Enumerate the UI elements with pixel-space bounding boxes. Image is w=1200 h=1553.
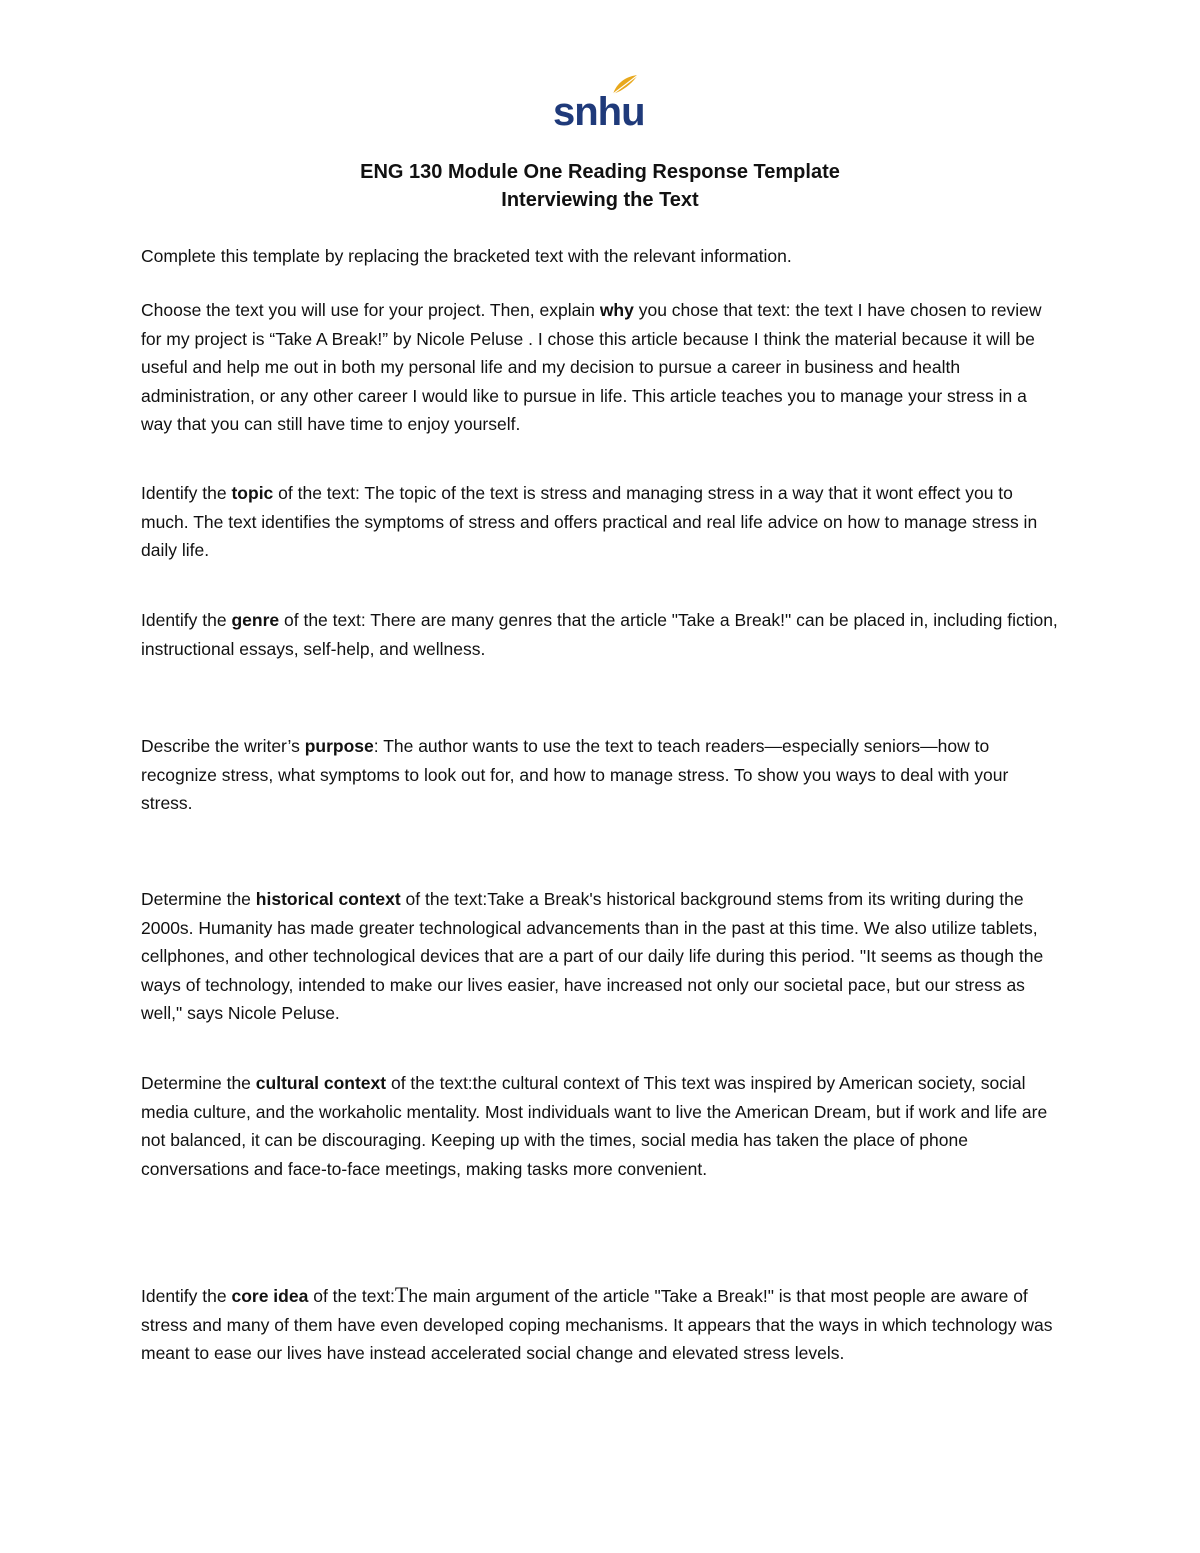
purpose-prompt: Describe the writer’s — [141, 736, 305, 756]
genre-prompt: Identify the — [141, 610, 232, 630]
purpose-answer: The author wants to use the text to teach readers—especially seniors—how to recognize stress, what symptoms to look out for, and how to manage stress. To show you ways to deal with your stress. — [141, 736, 1009, 813]
choose-answer: the text I have chosen to review for my project is “Take A Break!” by Nicole Peluse . I chose this article because I think the material because it will be useful and help me out in both my personal life and my decision to pursue a career in business and health administration, or any other career I would like to pursue in life. This article teaches you to manage your stress in a way that you can still have time to enjoy yourself. — [141, 300, 1042, 434]
genre-keyword: genre — [231, 610, 280, 630]
topic-answer: The topic of the text is stress and managing stress in a way that it wont effect you to much. The text identifies the symptoms of stress and offers practical and real life advice on how to manage stress in daily life. — [141, 483, 1038, 560]
title-line-2: Interviewing the Text — [501, 189, 699, 211]
cultural-keyword: cultural context — [255, 1073, 387, 1093]
section-choose — [141, 296, 1061, 439]
core-answer: he main argument of the article "Take a Break!" is that most people are aware of stress and many of them have even developed coping mechanisms. It appears that the ways in which technology was meant to ease our lives have instead accelerated social change and elevated stress levels. — [141, 1286, 1053, 1363]
genre-answer: There are many genres that the article "Take a Break!" can be placed in, including fiction, instructional essays, self-help, and wellness. — [141, 610, 1058, 659]
choose-prompt: Choose the text you will use for your project. Then, explain — [141, 300, 600, 320]
cultural-answer: the cultural context of This text was inspired by American society, social media culture, and the workaholic mentality. Most individuals want to live the American Dream, but if work and life are not balanced, it can be discouraging. Keeping up with the times, social media has taken the place of phone conversations and face-to-face meetings, making tasks more convenient. — [141, 1073, 1048, 1179]
section-purpose — [141, 732, 1061, 818]
core-prompt-end: of the text: — [308, 1286, 395, 1306]
cultural-prompt-end: of the text: — [386, 1073, 473, 1093]
core-prompt: Identify the — [141, 1286, 232, 1306]
logo-text: snhu — [553, 90, 645, 134]
topic-prompt: Identify the — [141, 483, 232, 503]
section-topic — [141, 479, 1061, 565]
genre-prompt-end: of the text: — [279, 610, 371, 630]
section-genre — [141, 606, 1061, 663]
purpose-prompt-end: : — [373, 736, 384, 756]
historical-keyword: historical context — [255, 889, 401, 909]
section-cultural — [141, 1069, 1061, 1183]
historical-answer: Take a Break's historical background stems from its writing during the 2000s. Humanity has made greater technological advancements than in the past at this time. We also utilize tablets, cellphones, and other technological devices that are a part of our daily life during this period. "It seems as though the ways of technology, intended to make our lives easier, have increased not only our societal pace, but our stress as well," says Nicole Peluse. — [141, 889, 1044, 1023]
section-historical — [141, 885, 1061, 1028]
core-keyword: core idea — [231, 1286, 309, 1306]
historical-prompt: Determine the — [141, 889, 256, 909]
section-core-idea — [141, 1281, 1061, 1368]
historical-prompt-end: of the text: — [400, 889, 488, 909]
choose-keyword: why — [599, 300, 634, 320]
cultural-prompt: Determine the — [141, 1073, 256, 1093]
document-title — [0, 158, 1200, 214]
topic-keyword: topic — [231, 483, 274, 503]
choose-prompt-end: you chose that text: — [633, 300, 796, 320]
purpose-keyword: purpose — [304, 736, 374, 756]
topic-prompt-end: of the text: — [273, 483, 365, 503]
core-answer-initial: T — [394, 1282, 409, 1307]
instructions: Complete this template by replacing the bracketed text with the relevant information. — [141, 246, 792, 266]
title-line-1: ENG 130 Module One Reading Response Template — [360, 161, 840, 183]
snhu-logo — [553, 74, 643, 132]
